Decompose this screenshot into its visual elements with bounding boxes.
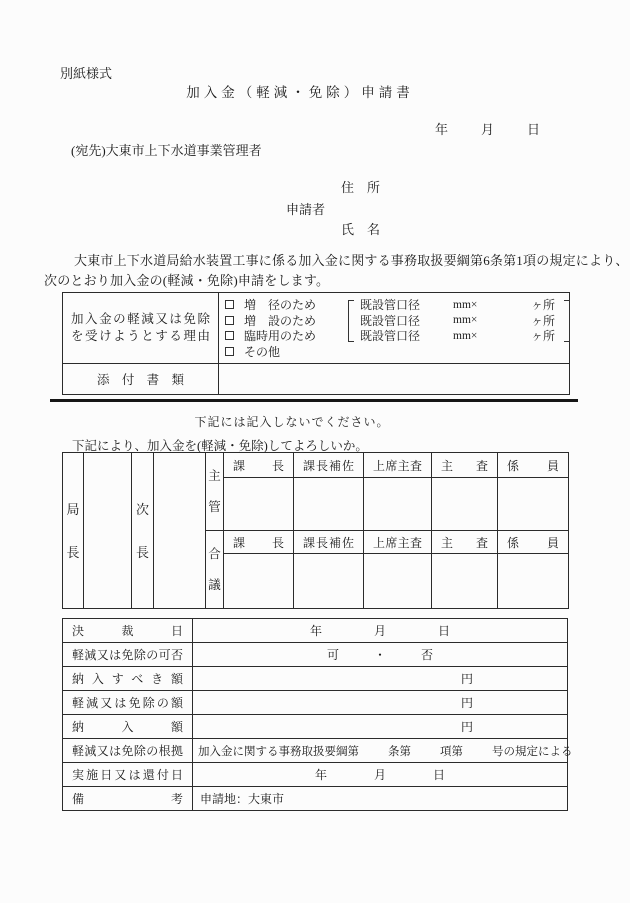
checkbox-row-other[interactable] [224,344,569,360]
checkbox-label: 増 径のため [244,298,317,313]
section-label-primary [206,453,224,531]
checkbox-icon[interactable] [225,300,234,309]
reason-label-line-2: を受けようとする理由 [71,329,210,343]
header-examiner: 主 査 [432,531,498,554]
approval-table [62,452,569,609]
pipe-line [348,328,570,344]
table-row [63,619,568,643]
basis-text-paragraph: 項第 [440,745,463,758]
table-row [63,715,568,739]
year-label: 年 [314,768,327,782]
pipe-line [348,313,570,329]
amount-due-label: 納入すべき額 [63,667,193,691]
signature-cell[interactable] [364,478,432,531]
day-label: 日 [438,624,451,638]
reason-label-line-1: 加入金の軽減又は免除 [71,312,210,326]
year-label: 年 [309,624,322,638]
header-senior-examiner: 上席主査 [364,453,432,478]
yen-label: 円 [461,672,474,686]
remarks-label: 備 考 [63,787,193,811]
approval-choice-value-cell[interactable] [193,643,568,667]
checkbox-label: その他 [244,344,281,359]
date-line [435,119,540,138]
header-senior-examiner: 上席主査 [364,531,432,554]
header-assistant-chief: 課長補佐 [294,453,364,478]
remarks-value-cell[interactable] [193,787,568,811]
table-row [63,763,568,787]
payment-amount-label: 納 入 額 [63,715,193,739]
pipe-unit-label: mm× [453,314,478,327]
checkbox-icon[interactable] [225,331,234,340]
table-row [63,667,568,691]
header-assistant-chief: 課長補佐 [294,531,364,554]
basis-text-prefix: 加入金に関する事務取扱要綱第 [198,745,359,758]
body-paragraph-line-2: 次のとおり加入金の(軽減・免除)申請をします。 [44,273,330,288]
pipe-count-label: ヶ所 [531,298,556,313]
approve-option: 可 [326,648,339,662]
section-label-consultation [206,531,224,609]
existing-pipe-bracket-group [348,297,570,345]
attachments-label-cell: 添 付 書 類 [63,364,219,395]
date-month-label: 月 [481,122,495,137]
deputy-chief-seal-cell[interactable] [154,453,206,609]
approval-choice-label: 軽減又は免除の可否 [63,643,193,667]
implementation-date-value-cell[interactable] [193,763,568,787]
month-label: 月 [373,624,386,638]
right-bracket-icon [564,300,570,342]
header-staff: 係 員 [498,453,569,478]
pipe-diameter-label: 既設管口径 [360,313,421,328]
bureau-chief-label: 局長 [66,501,80,560]
reduction-amount-value-cell[interactable] [193,691,568,715]
signature-cell[interactable] [364,554,432,609]
separator-double-rule [50,399,578,402]
signature-cell[interactable] [224,478,294,531]
day-label: 日 [433,768,446,782]
basis-value-cell[interactable] [193,739,573,763]
basis-text-article: 条第 [388,745,411,758]
checkbox-label: 臨時用のため [244,329,317,344]
applicant-address-label: 住 所 [341,180,381,195]
signature-cell[interactable] [432,478,498,531]
reason-label-cell [63,293,219,364]
consultation-section-label: 合議 [208,546,221,592]
signature-cell[interactable] [294,554,364,609]
pipe-count-label: ヶ所 [531,329,556,344]
signature-cell[interactable] [498,478,569,531]
payment-amount-value-cell[interactable] [193,715,568,739]
reduction-amount-label: 軽減又は免除の額 [63,691,193,715]
checkbox-icon[interactable] [225,316,234,325]
addressee: (宛先)大東市上下水道事業管理者 [71,143,262,158]
applicant-role-label: 申請者 [286,202,326,217]
attachments-value-cell[interactable] [219,364,570,395]
pipe-count-label: ヶ所 [531,313,556,328]
deputy-chief-label-cell [132,453,154,609]
reason-table [62,292,570,395]
left-bracket-icon [348,300,354,342]
yen-label: 円 [461,696,474,710]
bureau-chief-label-cell [63,453,84,609]
pipe-line [348,297,570,313]
reject-option: 否 [421,648,434,662]
signature-cell[interactable] [498,554,569,609]
yen-label: 円 [461,720,474,734]
pipe-diameter-label: 既設管口径 [360,329,421,344]
header-examiner: 主 査 [432,453,498,478]
table-row [63,739,568,763]
remarks-text: 申請地：大東市 [200,792,285,806]
form-note: 別紙様式 [60,66,113,81]
bureau-chief-seal-cell[interactable] [84,453,132,609]
month-label: 月 [373,768,386,782]
primary-section-label: 主管 [208,468,221,514]
implementation-date-label: 実施日又は還付日 [63,763,193,787]
approval-question: 下記により、加入金を(軽減・免除)してよろしいか。 [72,439,368,453]
date-year-label: 年 [435,122,449,137]
basis-label: 軽減又は免除の根拠 [63,739,193,763]
header-section-chief: 課 長 [224,531,294,554]
table-row [63,691,568,715]
basis-text-suffix: 号の規定による [492,745,573,758]
signature-cell[interactable] [432,554,498,609]
signature-cell[interactable] [224,554,294,609]
pipe-diameter-label: 既設管口径 [360,298,421,313]
deputy-chief-label: 次長 [136,501,150,560]
table-row [63,787,568,811]
checkbox-icon[interactable] [225,347,234,356]
pipe-unit-label: mm× [453,329,478,342]
applicant-name-label: 氏 名 [341,222,381,237]
decision-table [62,618,573,811]
page-title: 加入金（軽減・免除）申請書 [186,85,414,100]
date-day-label: 日 [527,122,541,137]
header-section-chief: 課 長 [224,453,294,478]
reason-options-cell [219,293,570,364]
table-row [63,643,568,667]
separator-dot: ・ [373,648,386,662]
header-staff: 係 員 [498,531,569,554]
pipe-unit-label: mm× [453,298,478,311]
checkbox-label: 増 設のため [244,313,317,328]
decision-date-value-cell[interactable] [193,619,568,643]
no-entry-notice: 下記には記入しないでください。 [194,415,390,429]
signature-cell[interactable] [294,478,364,531]
amount-due-value-cell[interactable] [193,667,568,691]
decision-date-label: 決 裁 日 [63,619,193,643]
body-paragraph-line-1: 大東市上下水道局給水装置工事に係る加入金に関する事務取扱要綱第6条第1項の規定により、 [74,253,629,268]
